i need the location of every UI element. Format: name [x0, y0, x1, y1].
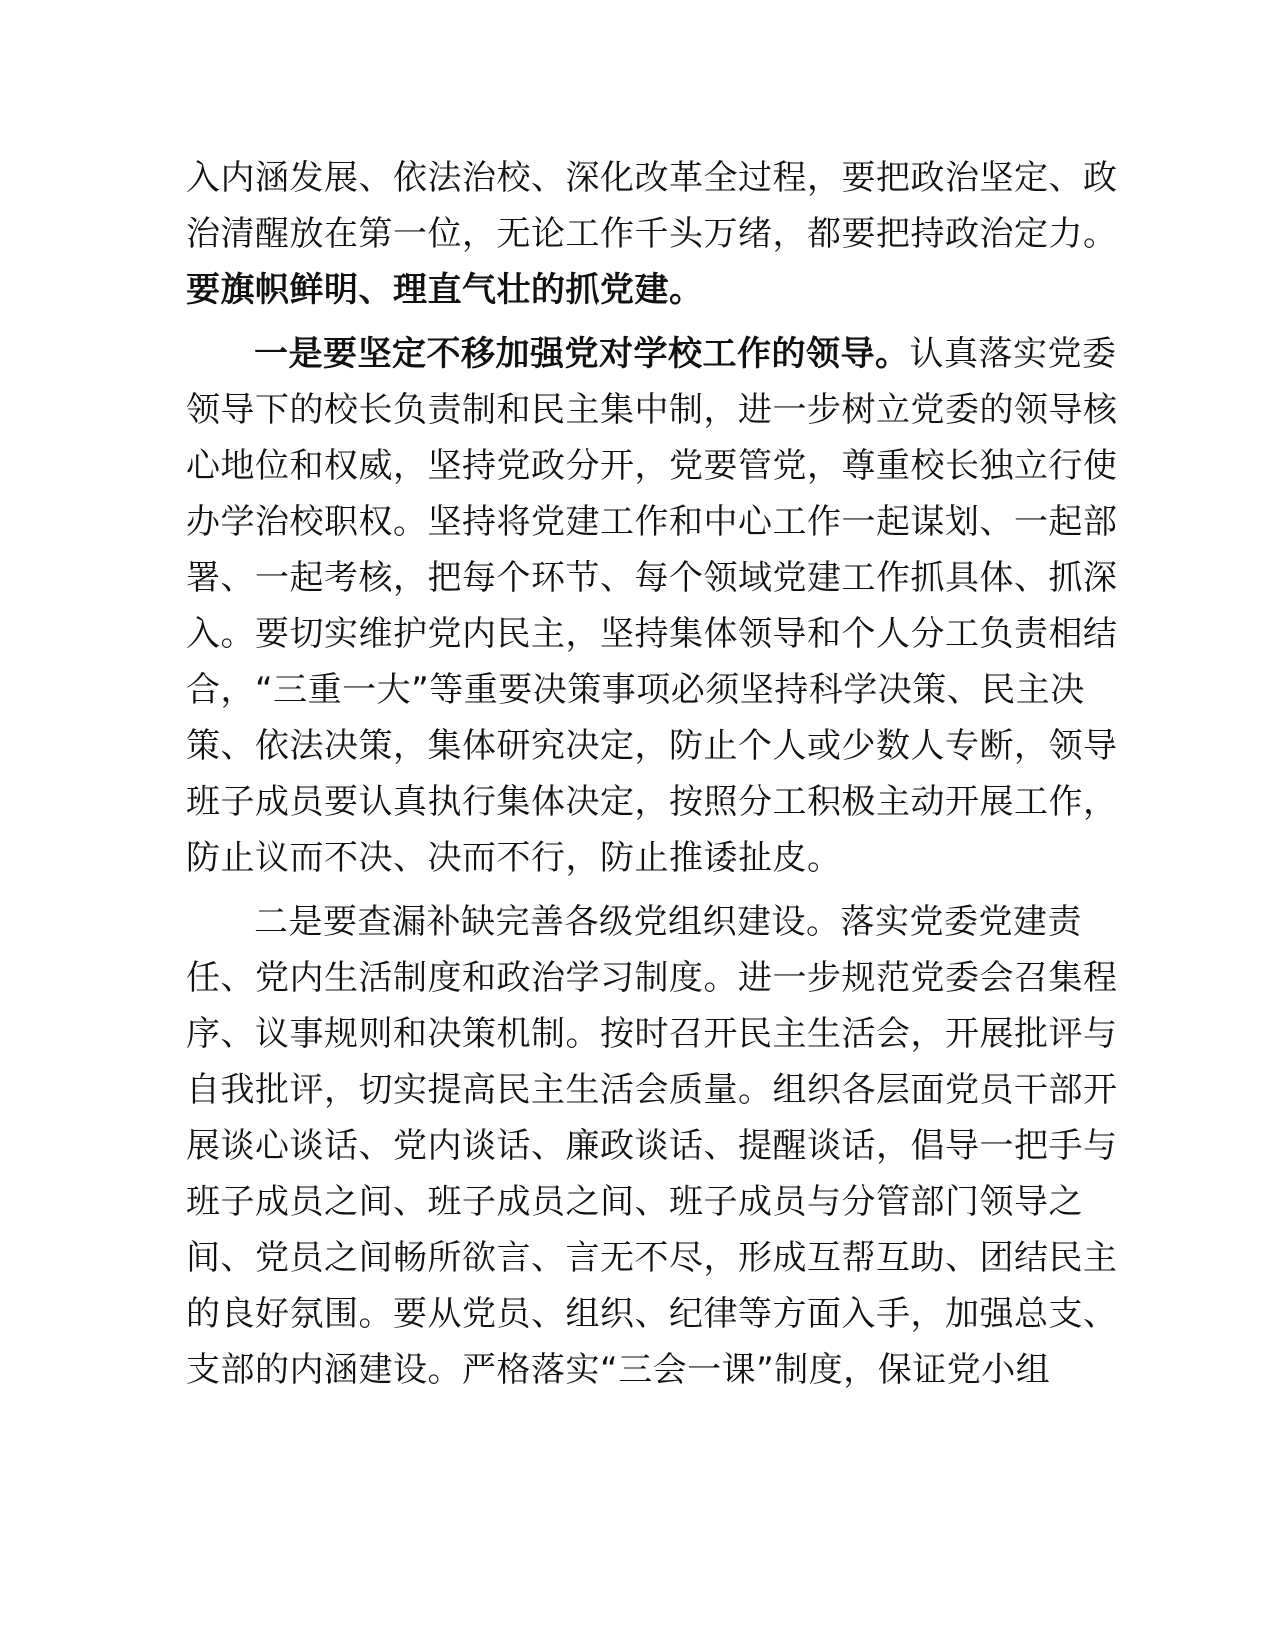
text-line: 防止议而不决、决而不行，防止推诿扯皮。 [186, 838, 842, 878]
text-line: 班子成员之间、班子成员之间、班子成员与分管部门领导之 [186, 1182, 1083, 1222]
paragraph-point-one [186, 326, 1118, 886]
text-line: 入内涵发展、依法治校、深化改革全过程，要把政治坚定、政 [186, 158, 1118, 198]
text-line: 的良好氛围。要从党员、组织、纪律等方面入手，加强总支、 [186, 1294, 1118, 1334]
body-text [186, 150, 1118, 1398]
text-line: 治清醒放在第一位，无论工作千头万绪，都要把持政治定力。 [186, 214, 1118, 254]
paragraph-point-two [186, 894, 1118, 1398]
text-line: 班子成员要认真执行集体决定，按照分工积极主动开展工作， [186, 782, 1118, 822]
text-line: 序、议事规则和决策机制。按时召开民主生活会，开展批评与 [186, 1014, 1118, 1054]
text-line: 合，“三重一大”等重要决策事项必须坚持科学决策、民主决 [186, 670, 1085, 710]
paragraph-bold-statement [186, 262, 1086, 318]
paragraph-continuation [186, 150, 1118, 262]
text-line-first: 二是要查漏补缺完善各级党组织建设。落实党委党建责 [254, 902, 1082, 942]
text-line: 自我批评，切实提高民主生活会质量。组织各层面党员干部开 [186, 1070, 1118, 1110]
text-line: 署、一起考核，把每个环节、每个领域党建工作抓具体、抓深 [186, 558, 1118, 598]
text-line: 领导下的校长负责制和民主集中制，进一步树立党委的领导核 [186, 390, 1118, 430]
text-line: 间、党员之间畅所欲言、言无不尽，形成互帮互助、团结民主 [186, 1238, 1118, 1278]
text-line: 心地位和权威，坚持党政分开，党要管党，尊重校长独立行使 [186, 446, 1118, 486]
point-one-heading: 一是要坚定不移加强党对学校工作的领导。 [254, 334, 910, 374]
text-line: 策、依法决策，集体研究决定，防止个人或少数人专断，领导 [186, 726, 1118, 766]
text-line: 办学治校职权。坚持将党建工作和中心工作一起谋划、一起部 [186, 502, 1118, 542]
text-line: 支部的内涵建设。严格落实“三会一课”制度，保证党小组 [186, 1350, 1051, 1390]
text-line: 入。要切实维护党内民主，坚持集体领导和个人分工负责相结 [186, 614, 1118, 654]
text-line: 任、党内生活制度和政治学习制度。进一步规范党委会召集程 [186, 958, 1118, 998]
point-one-lead: 认真落实党委 [909, 334, 1117, 374]
text-line-first [186, 326, 1117, 382]
text-line: 要旗帜鲜明、理直气壮的抓党建。 [186, 270, 704, 310]
text-line: 展谈心谈话、党内谈话、廉政谈话、提醒谈话，倡导一把手与 [186, 1126, 1118, 1166]
